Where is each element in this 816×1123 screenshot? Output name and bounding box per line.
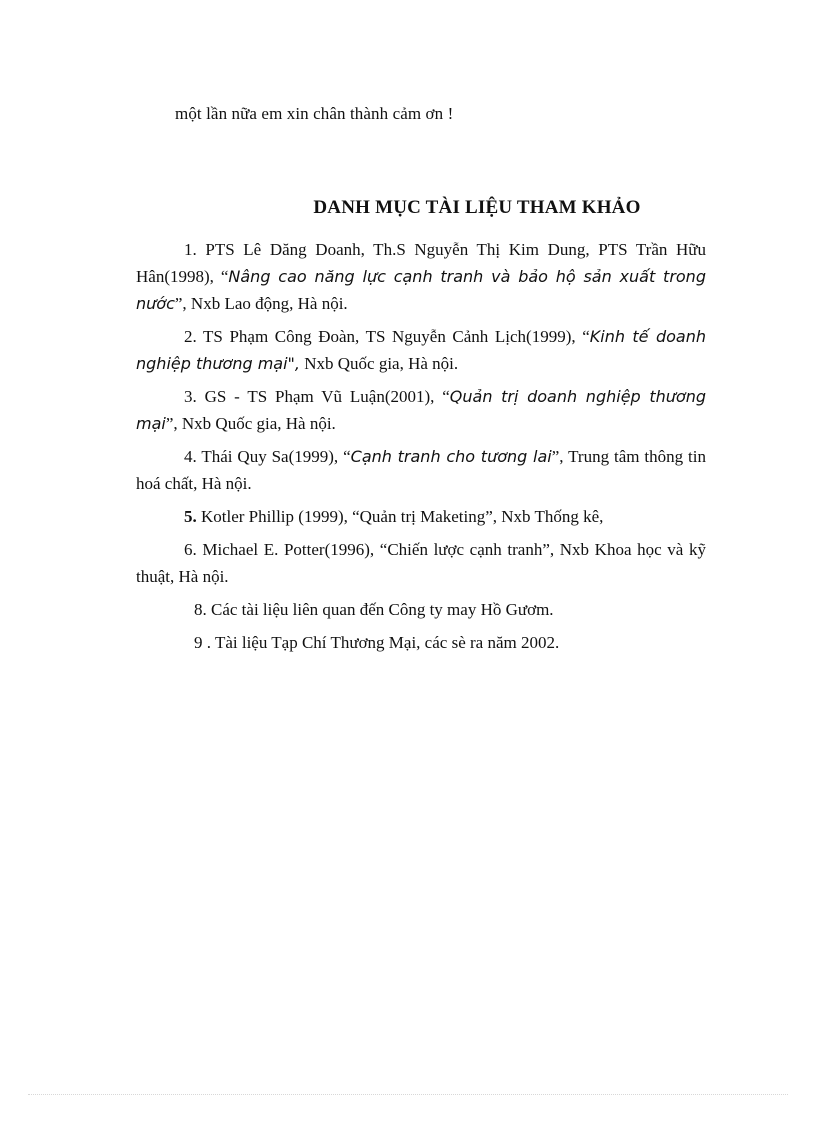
reference-item-5 xyxy=(136,503,706,530)
reference-item-4 xyxy=(136,443,706,497)
reference-title: Quản trị doanh nghiệp thương mại xyxy=(136,387,707,433)
page-bottom-divider xyxy=(28,1094,788,1095)
reference-text: . Tài liệu Tạp Chí Thương Mại, các sè ra năm 2002. xyxy=(202,633,560,652)
reference-title: Kinh tế doanh nghiệp thương mại", xyxy=(136,327,706,373)
reference-item-2 xyxy=(136,323,706,377)
reference-authors: Thái Quy Sa(1999), “ xyxy=(196,447,351,466)
reference-text: Michael E. Potter(1996), “Chiến lược cạnh tranh”, Nxb Khoa học và kỹ thuật, Hà nội. xyxy=(136,540,706,586)
reference-title: Nâng cao năng lực cạnh tranh và bảo hộ sản xuất trong nước xyxy=(136,267,706,313)
reference-text: Các tài liệu liên quan đến Công ty may Hồ Gươm. xyxy=(206,600,554,619)
reference-item-1 xyxy=(136,236,706,317)
reference-number: 6. xyxy=(184,540,197,559)
reference-authors: PTS Lê Dăng Doanh, Th.S Nguyễn Thị Kim Dung, PTS Trần Hữu Hân(1998), “ xyxy=(136,240,706,286)
reference-authors: TS Phạm Công Đoàn, TS Nguyễn Cảnh Lịch(1999), “ xyxy=(196,327,590,346)
reference-publisher: ”, Nxb Lao động, Hà nội. xyxy=(174,294,348,313)
reference-publisher: Nxb Quốc gia, Hà nội. xyxy=(299,354,459,373)
reference-text: Kotler Phillip (1999), “Quản trị Maketing”, Nxb Thống kê, xyxy=(196,507,604,526)
reference-item-3 xyxy=(136,383,706,437)
reference-title: Cạnh tranh cho tương lai xyxy=(350,447,552,466)
reference-number: 9 xyxy=(194,633,203,652)
reference-number: 8. xyxy=(194,600,207,619)
reference-item-6 xyxy=(136,536,706,590)
reference-number: 4. xyxy=(184,447,197,466)
reference-number: 1. xyxy=(184,240,197,259)
reference-list xyxy=(136,236,706,662)
reference-number: 3. xyxy=(184,387,197,406)
reference-authors: GS - TS Phạm Vũ Luận(2001), “ xyxy=(196,387,450,406)
reference-publisher: ”, Nxb Quốc gia, Hà nội. xyxy=(165,414,336,433)
section-title: DANH MỤC TÀI LIỆU THAM KHẢO xyxy=(313,197,641,218)
reference-item-9 xyxy=(136,629,706,656)
reference-publisher: ”, Trung tâm thông tin hoá chất, Hà nội. xyxy=(136,447,706,493)
reference-number: 5. xyxy=(184,507,197,526)
closing-line: một lần nữa em xin chân thành cảm ơn ! xyxy=(175,104,454,123)
reference-item-8 xyxy=(136,596,706,623)
reference-number: 2. xyxy=(184,327,197,346)
